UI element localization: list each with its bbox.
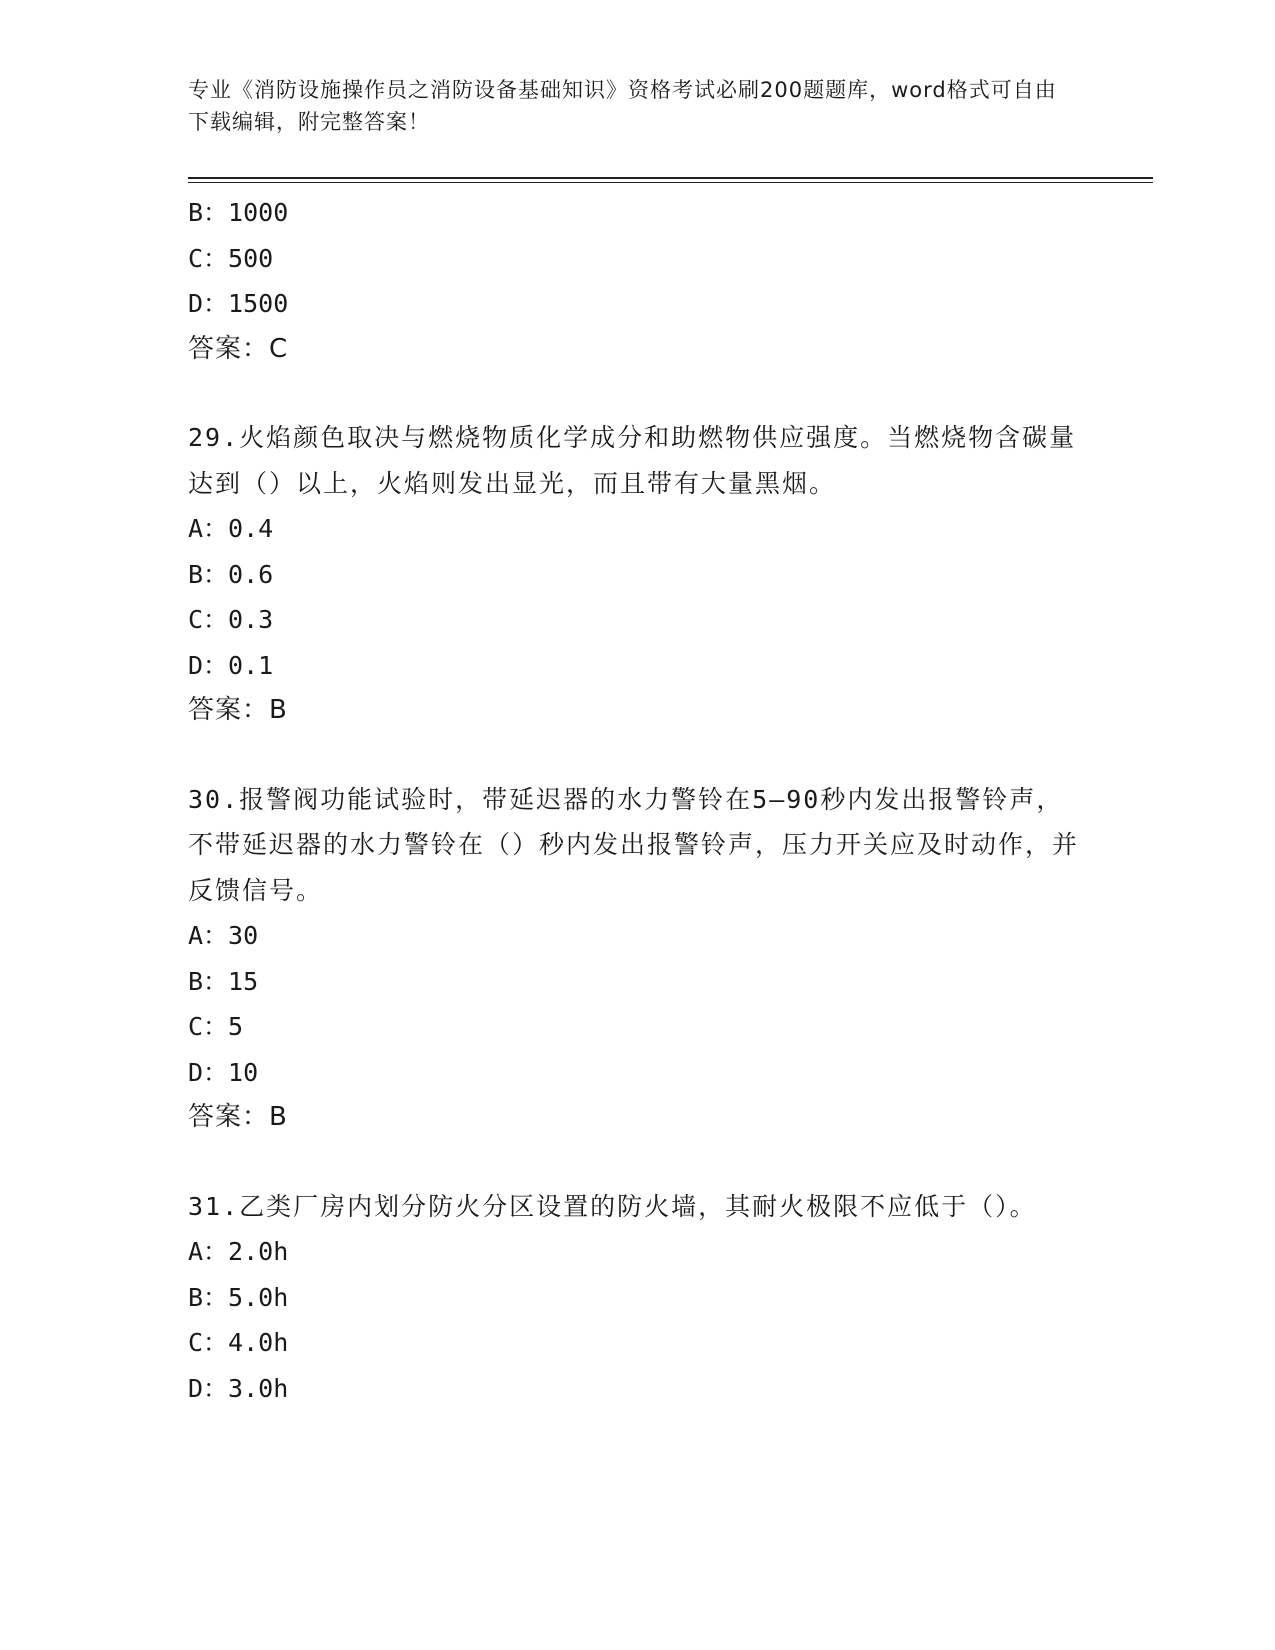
answer-line: 答案：B bbox=[188, 1102, 288, 1132]
spacer bbox=[188, 372, 1088, 415]
question-stem: 29.火焰颜色取决与燃烧物质化学成分和助燃物供应强度。当燃烧物含碳量达到（）以上，火焰则发出显光，而且带有大量黑烟。 bbox=[188, 423, 1077, 498]
option-b: B：0.6 bbox=[188, 559, 274, 589]
option-c: C：4.0h bbox=[188, 1328, 289, 1357]
option-c: C：0.3 bbox=[188, 605, 274, 634]
document-body bbox=[188, 190, 1088, 1411]
document-header: 专业《消防设施操作员之消防设备基础知识》资格考试必刷200题题库，word格式可自由下载编辑，附完整答案！ bbox=[188, 78, 1057, 134]
spacer bbox=[188, 734, 1088, 777]
option-a: A：2.0h bbox=[188, 1237, 289, 1266]
option-b: B：1000 bbox=[188, 198, 289, 227]
header-rule-thin bbox=[188, 182, 1153, 183]
option-d: D：0.1 bbox=[188, 650, 274, 680]
option-a: A：0.4 bbox=[188, 514, 274, 543]
question-stem: 30.报警阀功能试验时，带延迟器的水力警铃在5—90秒内发出报警铃声，不带延迟器的水力警铃在（）秒内发出报警铃声，压力开关应及时动作，并反馈信号。 bbox=[188, 784, 1080, 905]
header-rule-thick bbox=[188, 177, 1153, 179]
question-stem: 31.乙类厂房内划分防火分区设置的防火墙，其耐火极限不应低于（）。 bbox=[188, 1191, 1037, 1221]
option-d: D：3.0h bbox=[188, 1373, 289, 1403]
option-b: B：5.0h bbox=[188, 1282, 289, 1312]
option-a: A：30 bbox=[188, 921, 259, 950]
answer-line: 答案：C bbox=[188, 333, 289, 364]
answer-line: 答案：B bbox=[188, 695, 288, 725]
question-31 bbox=[188, 1184, 1088, 1412]
question-30 bbox=[188, 777, 1088, 1141]
spacer bbox=[188, 1141, 1088, 1184]
question-29 bbox=[188, 415, 1088, 734]
option-d: D：10 bbox=[188, 1057, 259, 1087]
option-d: D：1500 bbox=[188, 289, 289, 318]
carryover-question bbox=[188, 190, 1088, 372]
option-c: C：5 bbox=[188, 1012, 244, 1041]
option-b: B：15 bbox=[188, 966, 259, 996]
option-c: C：500 bbox=[188, 243, 274, 273]
